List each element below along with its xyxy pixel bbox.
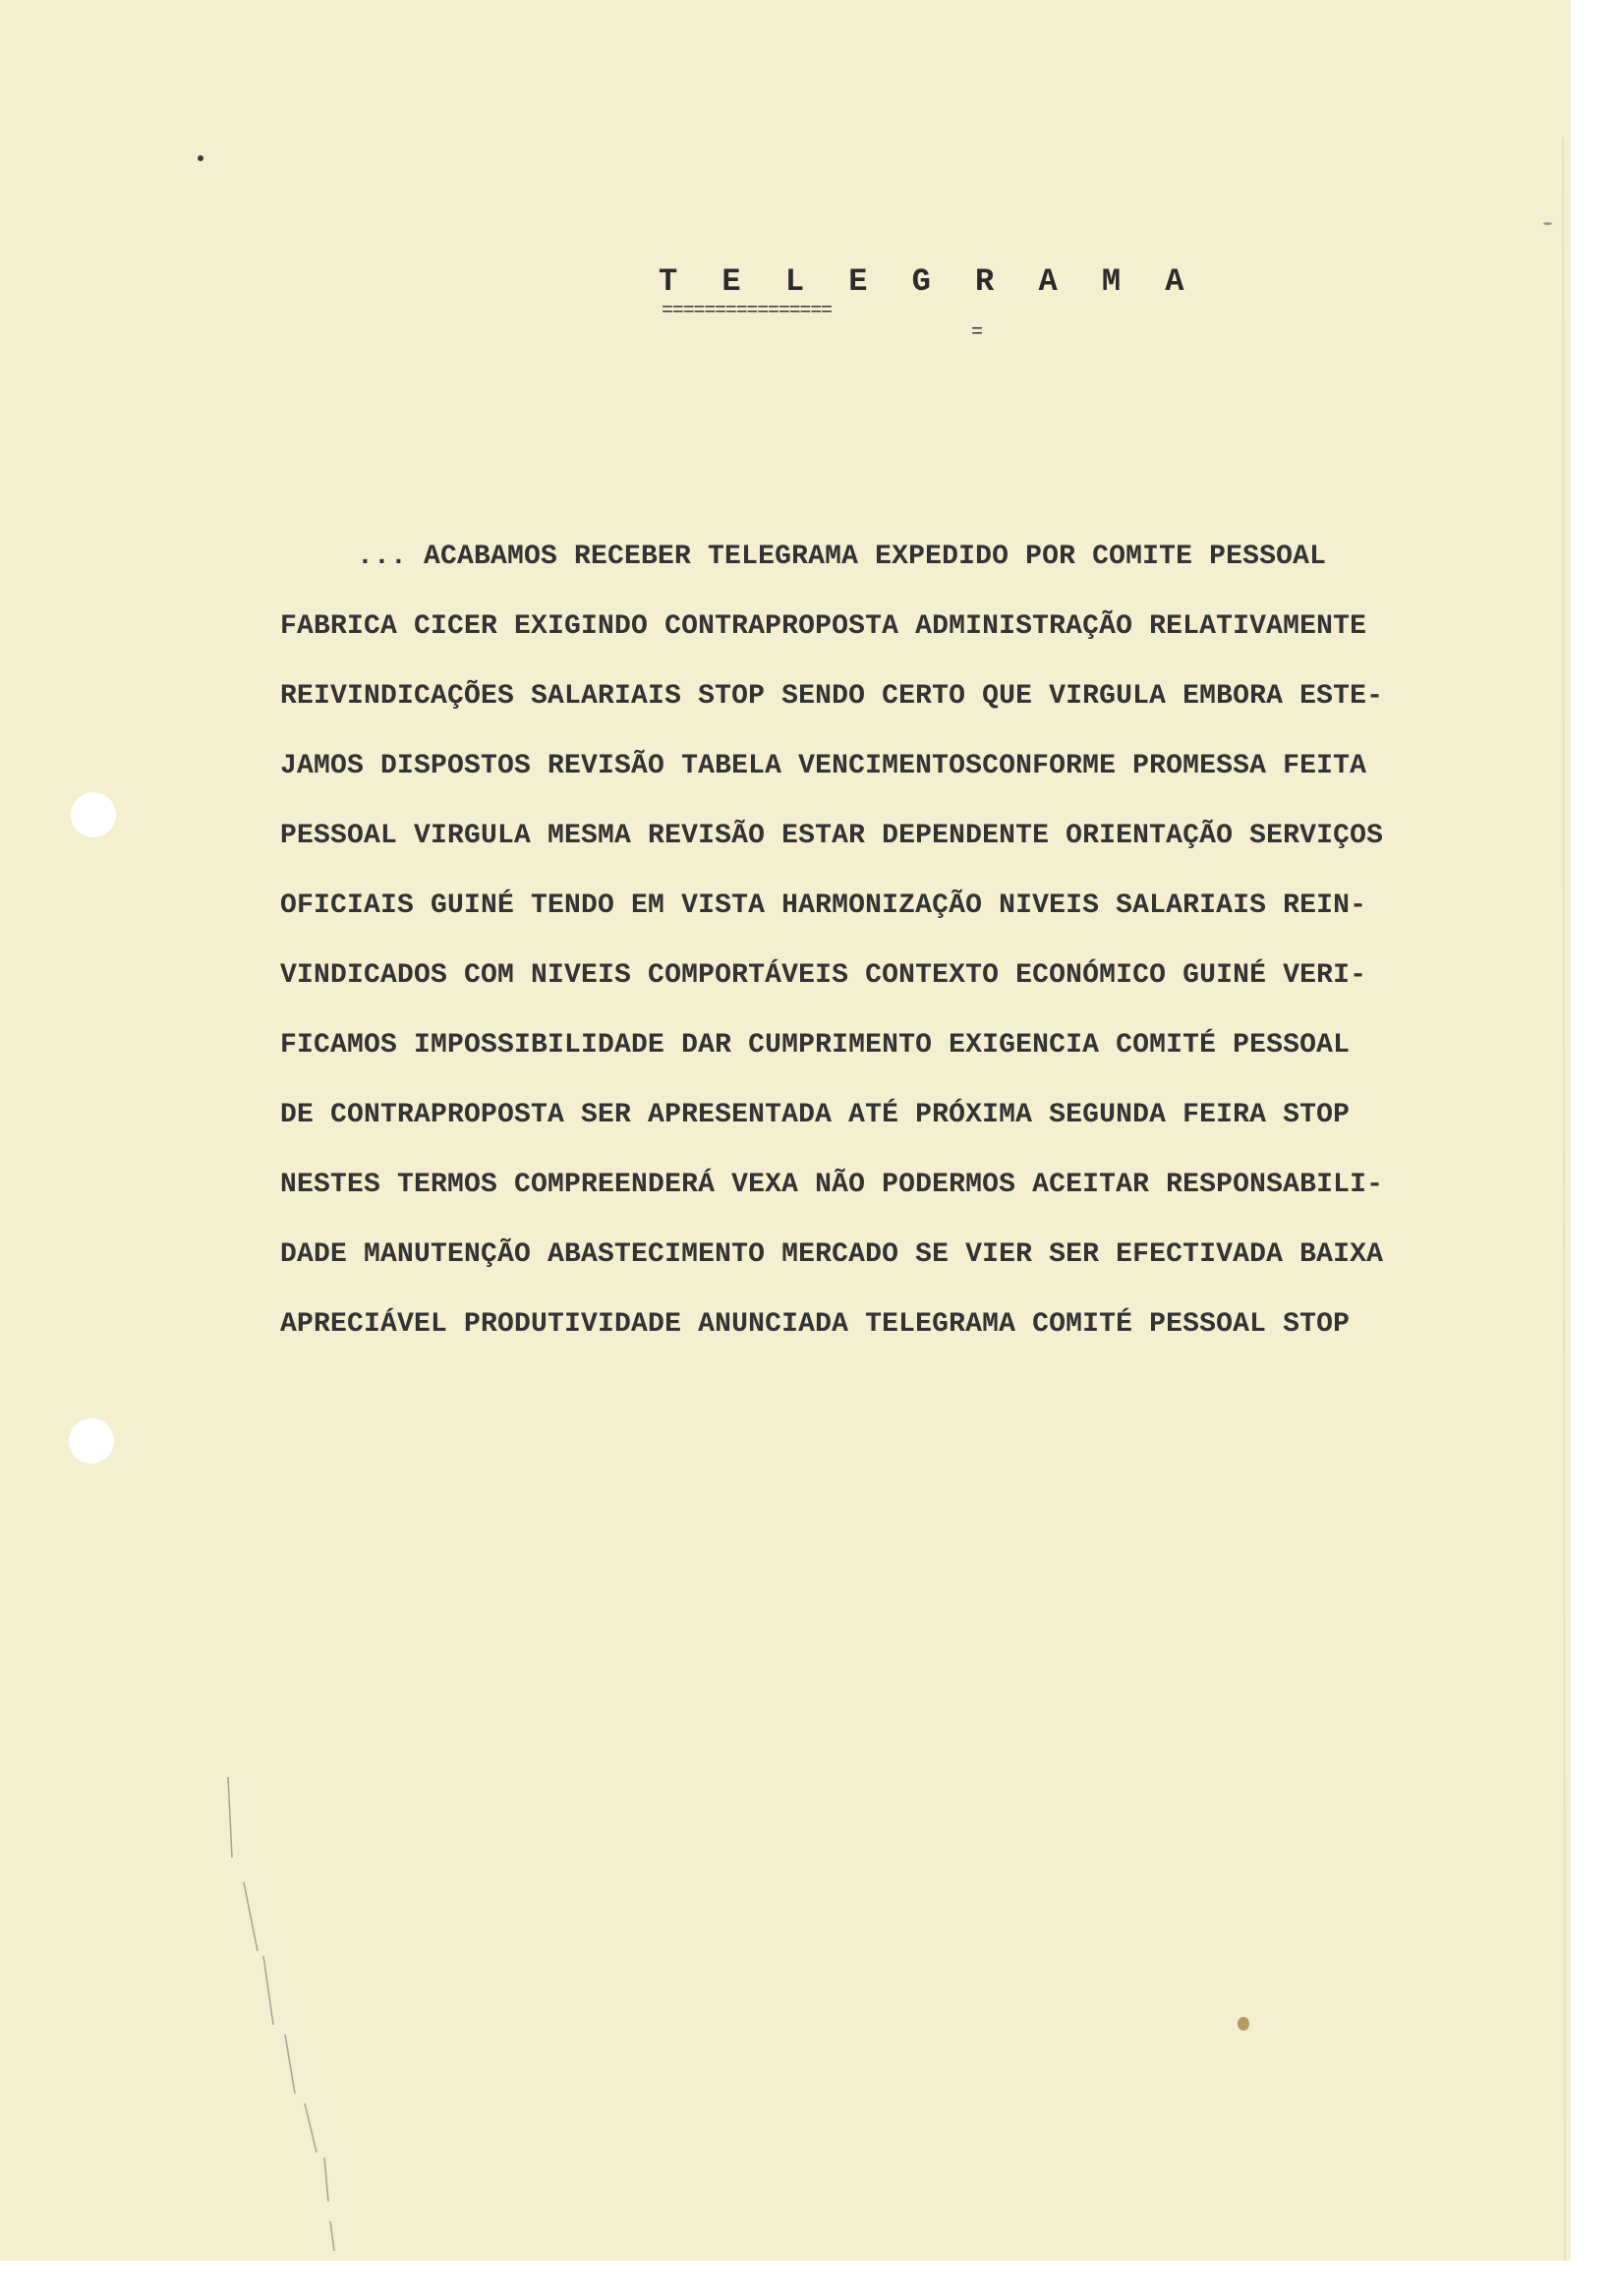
body-line: APRECIÁVEL PRODUTIVIDADE ANUNCIADA TELEGRAMA COMITÉ PESSOAL STOP: [280, 1309, 1351, 1340]
body-line: JAMOS DISPOSTOS REVISÃO TABELA VENCIMENTOSCONFORME PROMESSA FEITA: [280, 751, 1367, 781]
scan-margin-bottom: [0, 2261, 1615, 2296]
scan-margin-right: [1571, 0, 1615, 2296]
body-line: VINDICADOS COM NIVEIS COMPORTÁVEIS CONTEXTO ECONÓMICO GUINÉ VERI-: [280, 960, 1367, 991]
body-line: FICAMOS IMPOSSIBILIDADE DAR CUMPRIMENTO EXIGENCIA COMITÉ PESSOAL: [280, 1030, 1351, 1061]
title-underline: ================: [662, 300, 832, 322]
body-line: NESTES TERMOS COMPREENDERÁ VEXA NÃO PODERMOS ACEITAR RESPONSABILI-: [280, 1170, 1384, 1200]
body-line: PESSOAL VIRGULA MESMA REVISÃO ESTAR DEPENDENTE ORIENTAÇÃO SERVIÇOS: [280, 821, 1384, 851]
body-line: OFICIAIS GUINÉ TENDO EM VISTA HARMONIZAÇÃO NIVEIS SALARIAIS REIN-: [280, 890, 1367, 921]
document-title: T E L E G R A M A: [659, 263, 1197, 300]
body-line: REIVINDICAÇÕES SALARIAIS STOP SENDO CERTO QUE VIRGULA EMBORA ESTE-: [280, 681, 1384, 712]
telegram-body: [280, 531, 1548, 1368]
body-line: ... ACABAMOS RECEBER TELEGRAMA EXPEDIDO POR COMITE PESSOAL: [357, 542, 1327, 572]
title-underline-tail: =: [971, 321, 984, 344]
body-line: FABRICA CICER EXIGINDO CONTRAPROPOSTA ADMINISTRAÇÃO RELATIVAMENTE: [280, 611, 1367, 642]
body-line: DADE MANUTENÇÃO ABASTECIMENTO MERCADO SE VIER SER EFECTIVADA BAIXA: [280, 1239, 1384, 1270]
body-line: DE CONTRAPROPOSTA SER APRESENTADA ATÉ PRÓXIMA SEGUNDA FEIRA STOP: [280, 1100, 1351, 1130]
